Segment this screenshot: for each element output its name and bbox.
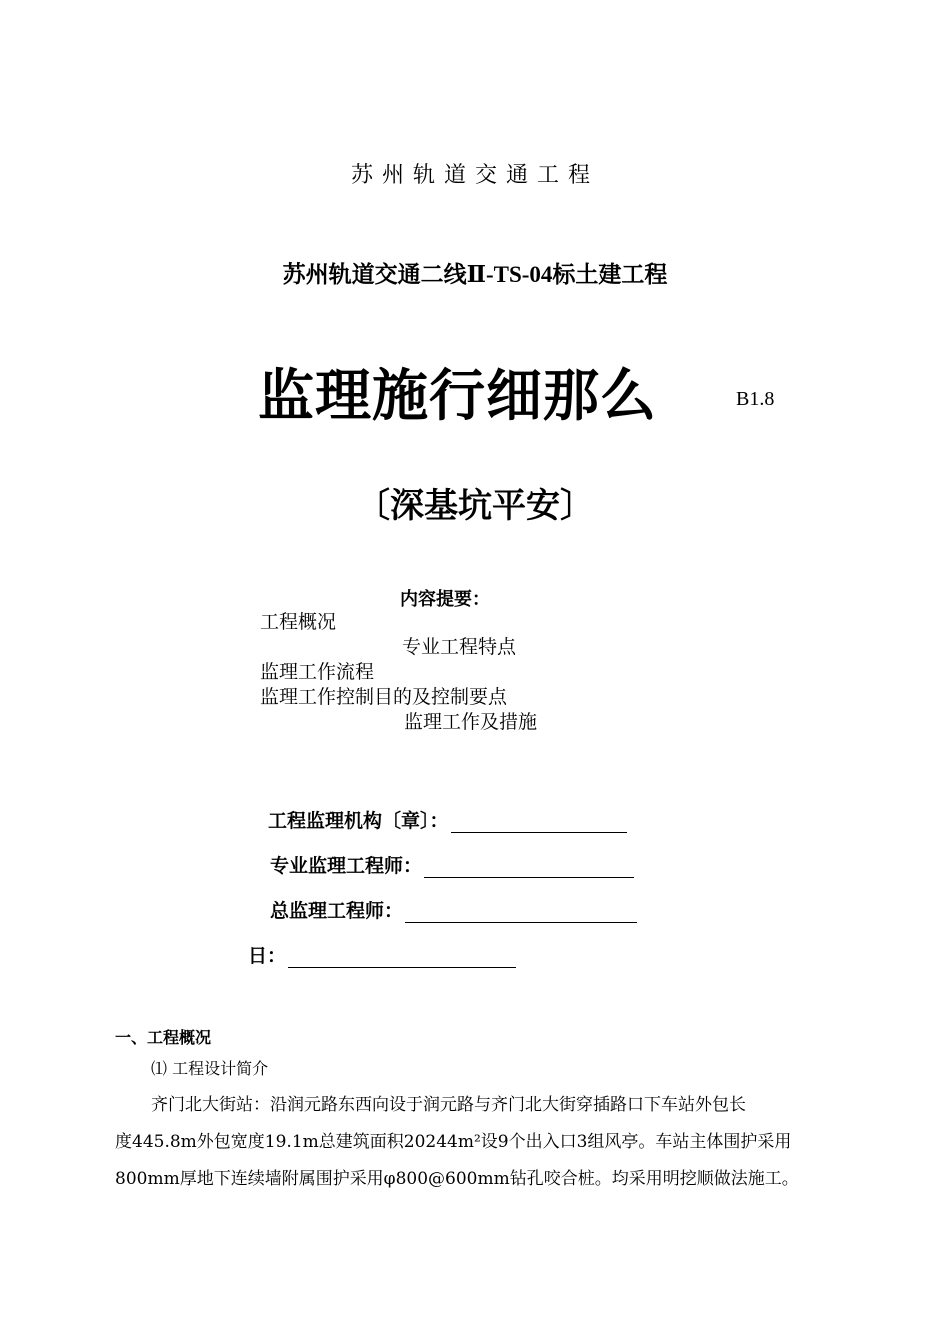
contents-heading: 内容提要： — [400, 589, 490, 610]
org-signature-row — [268, 806, 627, 833]
toc-item-features: 专业工程特点 — [402, 636, 517, 658]
engineer-signature-row — [270, 851, 634, 878]
date-label: 日： — [248, 945, 287, 967]
toc-item-workflow: 监理工作流程 — [260, 661, 375, 683]
subtitle: 〔深基坑平安〕 — [356, 486, 594, 526]
project-line: 苏州轨道交通工程 — [350, 163, 599, 188]
date-line[interactable] — [288, 947, 516, 968]
contract-title: 苏州轨道交通二线Ⅱ-TS-04标土建工程 — [282, 262, 668, 287]
toc-item-overview: 工程概况 — [260, 611, 337, 633]
org-signature-line[interactable] — [451, 812, 627, 833]
sub-heading: ⑴ 工程设计简介 — [151, 1059, 269, 1078]
paragraph-line: 度445.8m外包宽度19.1m总建筑面积20244m²设9个出入口3组风亭。车站主体围护采用 — [115, 1132, 792, 1152]
paragraph-line: 800mm厚地下连续墙附属围护采用φ800@600mm钻孔咬合桩。均采用明挖顺做法施工。 — [115, 1169, 799, 1189]
main-title: 监理施行细那么 — [258, 364, 657, 429]
chief-signature-row — [270, 896, 637, 923]
toc-item-measures: 监理工作及措施 — [404, 711, 538, 733]
org-signature-label: 工程监理机构〔章〕： — [268, 810, 449, 832]
section-heading: 一、工程概况 — [115, 1028, 212, 1047]
version-number: B1.8 — [736, 388, 775, 410]
engineer-signature-line[interactable] — [424, 857, 634, 878]
toc-item-control-points: 监理工作控制目的及控制要点 — [260, 686, 508, 708]
engineer-signature-label: 专业监理工程师： — [270, 855, 423, 877]
date-row — [248, 941, 516, 968]
chief-signature-label: 总监理工程师： — [270, 900, 404, 922]
chief-signature-line[interactable] — [405, 902, 637, 923]
paragraph-line: 齐门北大街站：沿润元路东西向设于润元路与齐门北大街穿插路口下车站外包长 — [151, 1095, 746, 1115]
